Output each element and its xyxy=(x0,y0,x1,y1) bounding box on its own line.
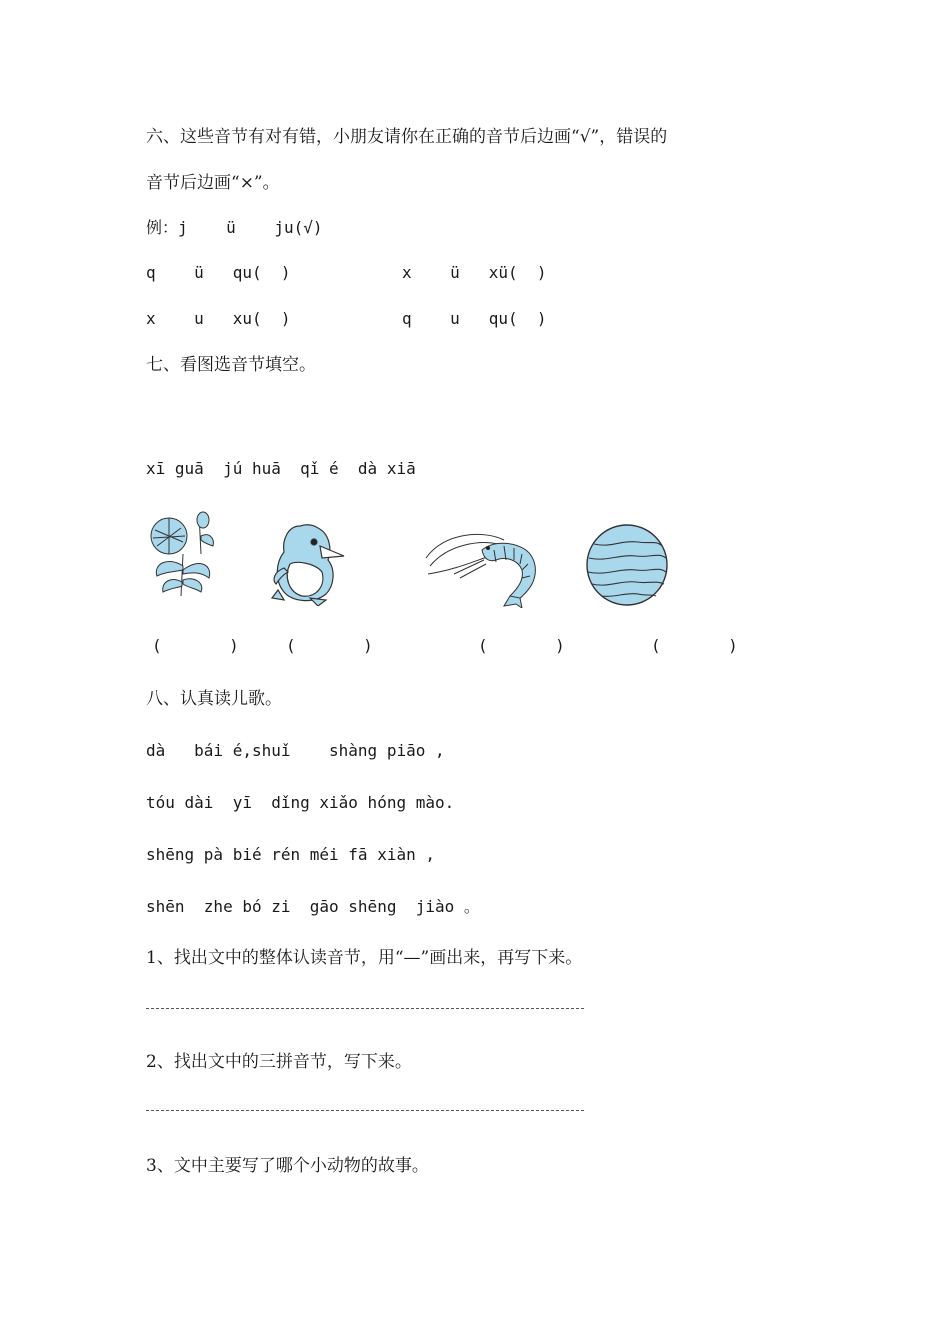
answer-line-1[interactable] xyxy=(146,1008,584,1009)
answer-blank-1[interactable]: ( ) xyxy=(152,636,239,655)
section6-row2-left: x u xu( ) xyxy=(146,309,291,328)
poem-line-2: tóu dài yī dǐng xiǎo hóng mào. xyxy=(146,793,455,812)
section6-title-line2: 音节后边画“×”。 xyxy=(146,173,280,193)
section7-title: 七、看图选音节填空。 xyxy=(146,355,316,375)
answer-blank-4[interactable]: ( ) xyxy=(651,636,738,655)
watermelon-icon xyxy=(584,522,670,608)
section8-title: 八、认真读儿歌。 xyxy=(146,689,282,709)
answer-line-2[interactable] xyxy=(146,1110,584,1111)
answer-blank-2[interactable]: ( ) xyxy=(286,636,373,655)
section6-row2-right: q u qu( ) xyxy=(402,309,547,328)
question-3: 3、文中主要写了哪个小动物的故事。 xyxy=(146,1156,429,1176)
question-1: 1、找出文中的整体认读音节，用“—”画出来，再写下来。 xyxy=(146,948,583,968)
section6-row1-left: q ü qu( ) xyxy=(146,263,291,282)
section7-options: xī guā jú huā qǐ é dà xiā xyxy=(146,459,416,478)
section6-row1-right: x ü xü( ) xyxy=(402,263,547,282)
poem-line-3: shēng pà bié rén méi fā xiàn , xyxy=(146,845,435,864)
penguin-icon xyxy=(270,520,354,606)
shrimp-icon xyxy=(424,530,540,608)
question-2: 2、找出文中的三拼音节，写下来。 xyxy=(146,1052,412,1072)
poem-line-4: shēn zhe bó zi gāo shēng jiào 。 xyxy=(146,897,480,916)
section6-example: 例：j ü ju(√) xyxy=(146,218,323,237)
chrysanthemum-icon xyxy=(143,506,219,600)
answer-blank-3[interactable]: ( ) xyxy=(478,636,565,655)
poem-line-1: dà bái é,shuǐ shàng piāo , xyxy=(146,741,445,760)
section6-title-line1: 六、这些音节有对有错，小朋友请你在正确的音节后边画“√”，错误的 xyxy=(146,127,668,147)
